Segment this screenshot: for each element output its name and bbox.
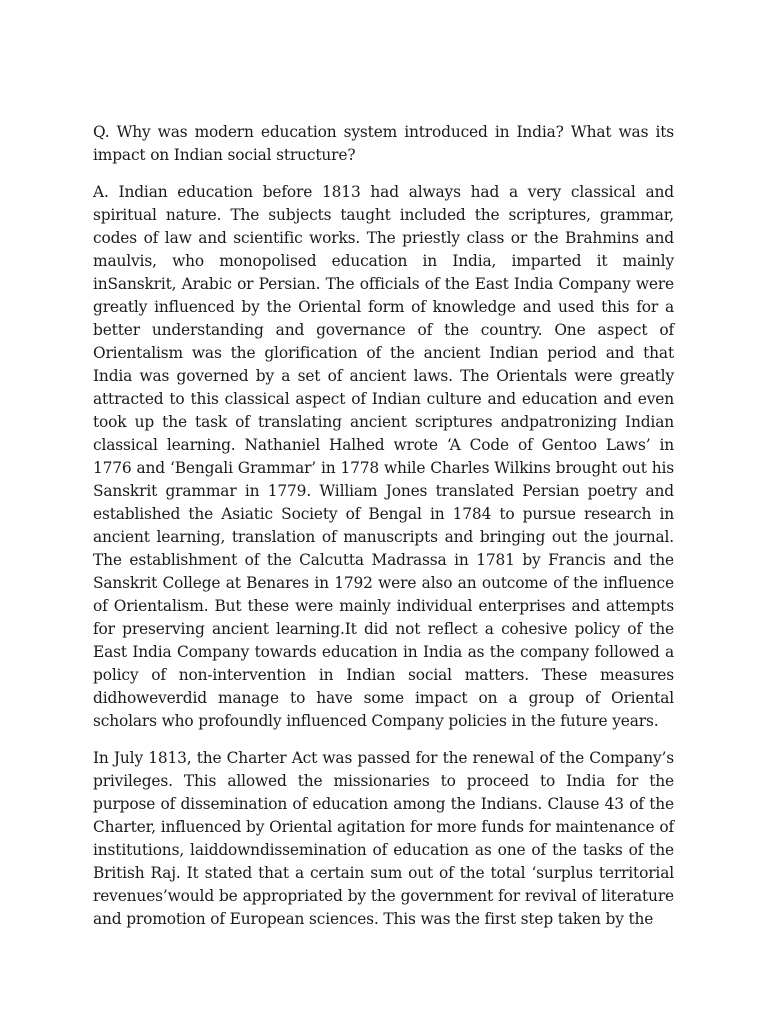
document-page (93, 121, 674, 945)
question-paragraph: Q. Why was modern education system introduced in India? What was its impact on Indian social structure? (93, 123, 674, 164)
answer-paragraph-1: A. Indian education before 1813 had always had a very classical and spiritual nature. The subjects taught included the scriptures, grammar, codes of law and scientific works. The priestly class or the Brahmins and maulvis, who monopolised education in India, imparted it mainly inSanskrit, Arabic or Persian. The officials of the East India Company were greatly influenced by the Oriental form of knowledge and used this for a better understanding and governance of the country. One aspect of Orientalism was the glorification of the ancient Indian period and that India was governed by a set of ancient laws. The Orientals were greatly attracted to this classical aspect of Indian culture and education and even took up the task of translating ancient scriptures andpatronizing Indian classical learning. Nathaniel Halhed wrote ‘A Code of Gentoo Laws’ in 1776 and ‘Bengali Grammar’ in 1778 while Charles Wilkins brought out his Sanskrit grammar in 1779. William Jones translated Persian poetry and established the Asiatic Society of Bengal in 1784 to pursue research in ancient learning, translation of manuscripts and bringing out the journal. The establishment of the Calcutta Madrassa in 1781 by Francis and the Sanskrit College at Benares in 1792 were also an outcome of the influence of Orientalism. But these were mainly individual enterprises and attempts for preserving ancient learning.It did not reflect a cohesive policy of the East India Company towards education in India as the company followed a policy of non-intervention in Indian social matters. These measures didhoweverdid manage to have some impact on a group of Oriental scholars who profoundly influenced Company policies in the future years. (93, 183, 674, 730)
answer-paragraph-2: In July 1813, the Charter Act was passed for the renewal of the Company’s privileges. This allowed the missionaries to proceed to India for the purpose of dissemination of education among the Indians. Clause 43 of the Charter, influenced by Oriental agitation for more funds for maintenance of institutions, laiddowndissemination of education as one of the tasks of the British Raj. It stated that a certain sum out of the total ‘surplus territorial revenues’would be appropriated by the government for revival of literature and promotion of European sciences. This was the first step taken by the (93, 749, 674, 928)
